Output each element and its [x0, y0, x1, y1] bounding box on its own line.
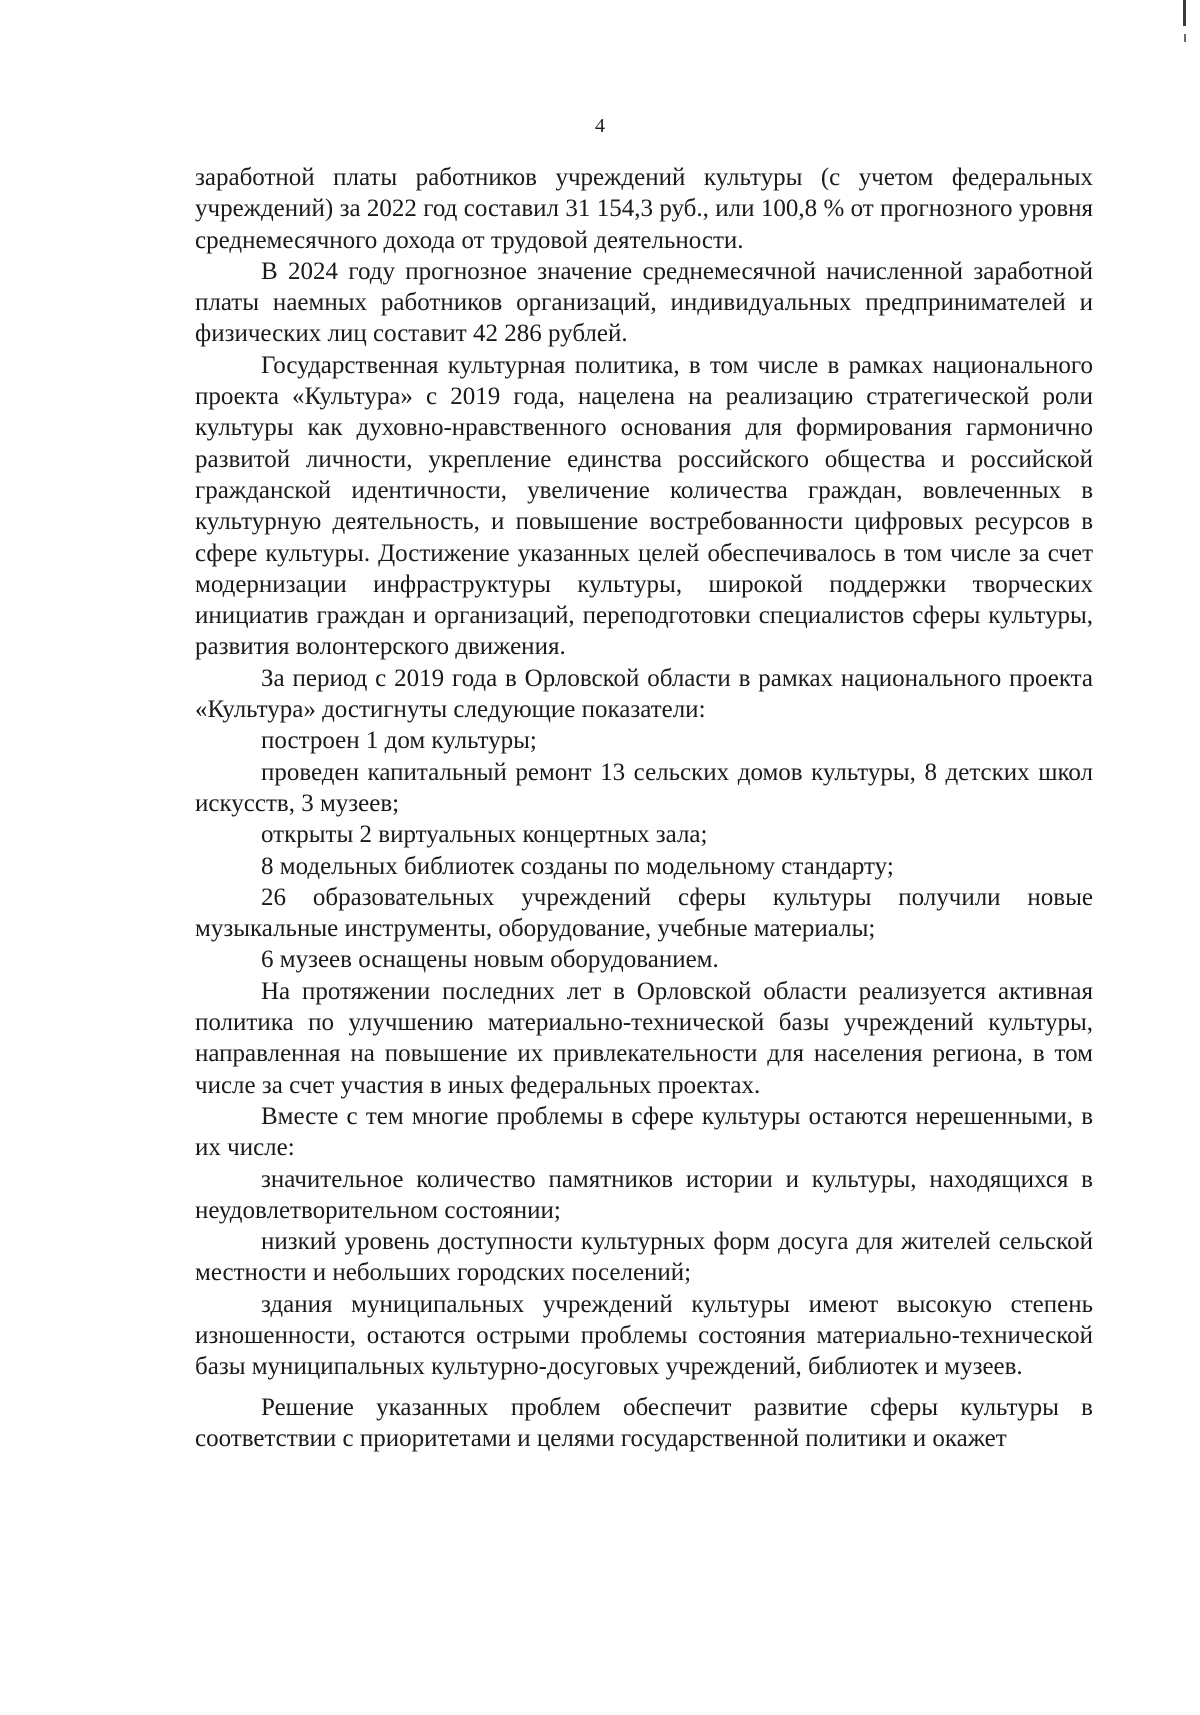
paragraph-cultural-policy: Государственная культурная политика, в том числе в рамках национального проекта «Культура» с 2019 года, нацелена на реализацию стратегической роли культуры как духовно-нравственного основания для формирования гармонично развитой личности, укрепление единства российского общества и российской гражданской идентичности, увеличение количества граждан, вовлеченных в культурную деятельность, и повышение востребованности цифровых ресурсов в сфере культуры. Достижение указанных целей обеспечивалось в том числе за счет модернизации инфраструктуры культуры, широкой поддержки творческих инициатив граждан и организаций, переподготовки специалистов сферы культуры, развития волонтерского движения.: [195, 351, 1093, 661]
paragraph-achievements-intro: За период с 2019 года в Орловской области в рамках национального проекта «Культура» достигнуты следующие показатели:: [195, 664, 1093, 724]
list-item-buildings-wear: здания муниципальных учреждений культуры имеют высокую степень изношенности, остаются острыми проблемы состояния материально-технической базы муниципальных культурно-досуговых учреждений, библиотек и музеев.: [195, 1290, 1093, 1381]
page-number: 4: [595, 115, 605, 137]
paragraph-solution: Решение указанных проблем обеспечит развитие сферы культуры в соответствии с приоритетами и целями государственной политики и окажет: [195, 1393, 1093, 1452]
list-item-concert-halls: открыты 2 виртуальных концертных зала;: [261, 821, 708, 849]
list-item-rural-access: низкий уровень доступности культурных форм досуга для жителей сельской местности и небольших городских поселений;: [195, 1228, 1093, 1287]
list-item-museums: 6 музеев оснащены новым оборудованием.: [261, 946, 719, 974]
paragraph-salary-2022: заработной платы работников учреждений культуры (с учетом федеральных учреждений) за 2022 год составил 31 154,3 руб., или 100,8 % от прогнозного уровня среднемесячного дохода от трудовой деятельности.: [195, 164, 1093, 254]
list-item-house-of-culture: построен 1 дом культуры;: [261, 727, 537, 755]
paragraph-forecast-2024: В 2024 году прогнозное значение среднемесячной начисленной заработной платы наемных работников организаций, индивидуальных предпринимателей и физических лиц составит 42 286 рублей.: [195, 257, 1093, 348]
paragraph-material-base: На протяжении последних лет в Орловской области реализуется активная политика по улучшению материально-технической базы учреждений культуры, направленная на повышение их привлекательности для населения региона, в том числе за счет участия в иных федеральных проектах.: [195, 977, 1093, 1099]
scan-edge-mark-small: [1184, 34, 1186, 42]
list-item-capital-repair: проведен капитальный ремонт 13 сельских домов культуры, 8 детских школ искусств, 3 музеев;: [195, 758, 1093, 817]
list-item-monuments: значительное количество памятников истории и культуры, находящихся в неудовлетворительном состоянии;: [195, 1165, 1093, 1224]
list-item-educational-institutions: 26 образовательных учреждений сферы культуры получили новые музыкальные инструменты, оборудование, учебные материалы;: [195, 883, 1093, 943]
paragraph-problems-intro: Вместе с тем многие проблемы в сфере культуры остаются нерешенными, в их числе:: [195, 1102, 1093, 1162]
document-body: [195, 162, 1093, 1454]
list-item-libraries: 8 модельных библиотек созданы по модельному стандарту;: [261, 852, 894, 880]
scan-edge-mark: [1183, 0, 1186, 26]
